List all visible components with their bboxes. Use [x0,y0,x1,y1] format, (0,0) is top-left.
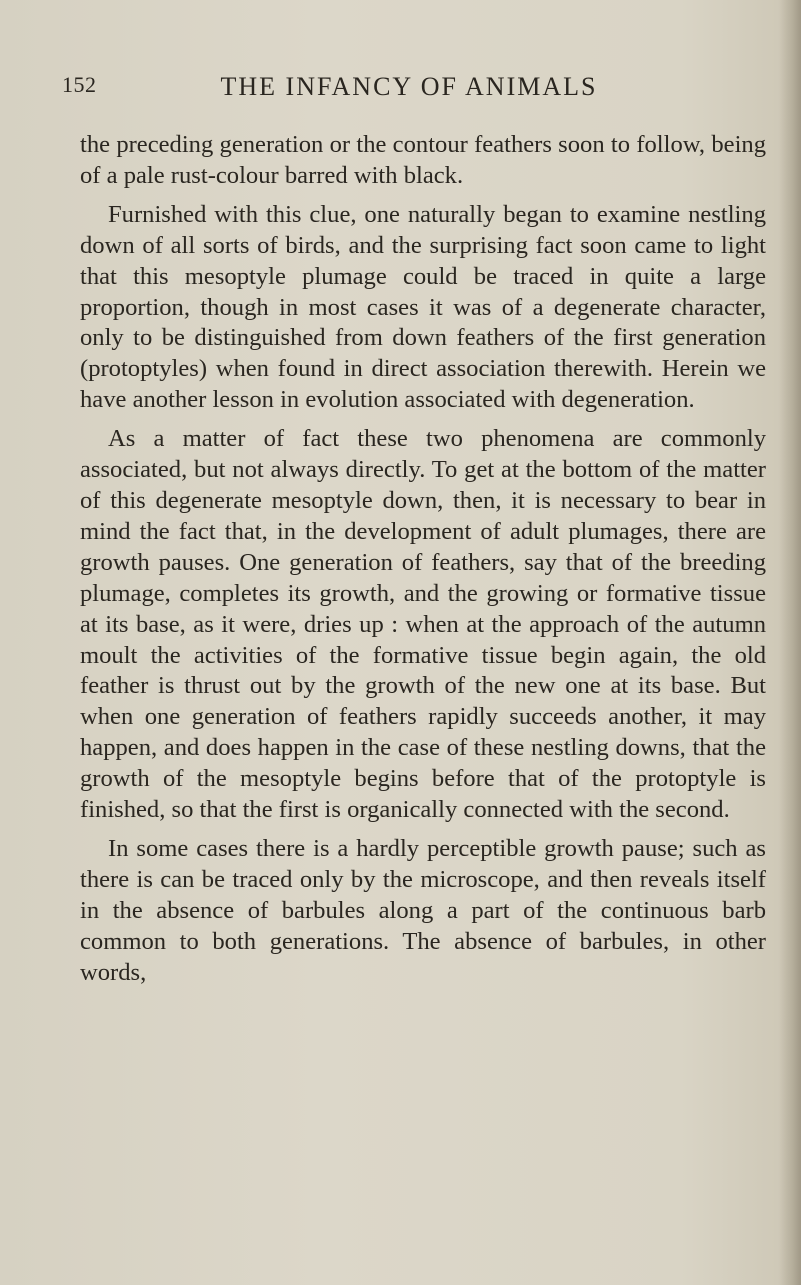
page-edge-shadow [779,0,801,1285]
page-number: 152 [62,72,97,97]
paragraph: Furnished with this clue, one naturally began to examine nestling down of all sorts of birds, and the surprising fact soon came to light that this mesoptyle plumage could be traced in quite a large proportion, though in most cases it was of a degenerate character, only to be distinguished from down feathers of the first generation (protoptyles) when found in direct association therewith. Herein we have another lesson in evolution associated with degeneration. [80,200,766,414]
body-text [80,130,766,996]
paragraph: In some cases there is a hardly perceptible growth pause; such as there is can be traced only by the microscope, and then reveals itself in the absence of barbules along a part of the continuous barb common to both generations. The absence of barbules, in other words, [80,834,766,986]
page-header [62,72,726,112]
paragraph: As a matter of fact these two phenomena are commonly associated, but not always directly. To get at the bottom of the matter of this degenerate mesoptyle down, then, it is necessary to bear in mind the fact that, in the development of adult plumages, there are growth pauses. One generation of feathers, say that of the breeding plumage, completes its growth, and the growing or formative tissue at its base, as it were, dries up : when at the approach of the autumn moult the activities of the formative tissue begin again, the old feather is thrust out by the growth of the new one at its base. But when one generation of feathers rapidly succeeds another, it may happen, and does happen in the case of these nestling downs, that the growth of the mesoptyle begins before that of the protoptyle is finished, so that the first is organically connected with the second. [80,425,766,824]
running-head: THE INFANCY OF ANIMALS [220,72,598,101]
paragraph-continued: the preceding generation or the contour feathers soon to follow, being of a pale rust-colour barred with black. [80,131,766,189]
